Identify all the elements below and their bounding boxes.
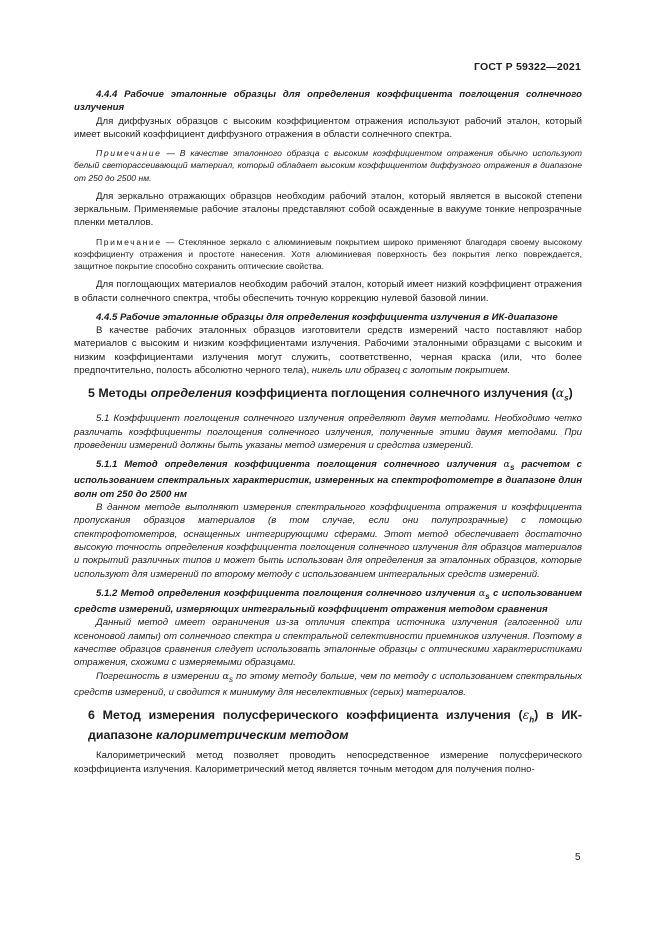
epsilon-symbol: ε xyxy=(522,707,530,722)
symbol-subscript: s xyxy=(485,591,490,601)
note-text: — Стеклянное зеркало с алюминиевым покрытием широко применяют благодаря своему высокому коэффициенту отражения и простоте нанесения. Хотя алюминиевая поверхность без покрытия легко повреждается, защитное покрытие способно сохранить оптические свойства. xyxy=(74,236,582,272)
paragraph-text: по этому методу больше, чем по методу с использованием спектральных средств измерений, и сводится к минимуму для неселективных (серых) материалов. xyxy=(74,670,583,698)
paragraph: Для поглощающих материалов необходим рабочий эталон, который имеет низкий коэффициент отражения в области солнечного спектра, чтобы обеспечить точную коррекцию нулевой базовой линии. xyxy=(74,279,582,304)
paragraph: 5.1 Коэффициент поглощения солнечного излучения определяют двумя методами. Необходимо четко различать коэффициенты поглощения солнечного излучения, полученные этими двумя методами. При проведении измерений должны быть указаны метод измерения и средства измерений. xyxy=(74,413,582,451)
note-label: Примечание xyxy=(96,148,162,159)
page-content xyxy=(74,88,582,776)
subsection-5-1-1-title xyxy=(74,458,582,501)
alpha-symbol: α xyxy=(222,670,230,682)
title-text: 5.1.1 Метод определения коэффициента поглощения солнечного излучения xyxy=(96,459,504,471)
paragraph-text-italic: никель или образец с золотым покрытием. xyxy=(311,365,511,377)
title-text-italic: калориметрическим методом xyxy=(156,727,349,742)
symbol-subscript: s xyxy=(229,674,234,684)
paragraph: Для диффузных образцов с высоким коэффициентом отражения используют рабочий эталон, который имеет высокий коэффициент диффузного отражения в области солнечного спектра. xyxy=(74,115,582,140)
symbol-subscript: s xyxy=(564,393,569,403)
alpha-symbol: α xyxy=(503,459,511,471)
note-text: — В качестве эталонного образца с высоким коэффициентом отражения обычно используют белый светорассеивающий материал, который обладает высоким коэффициентом диффузного отражения в диапазоне от 250 до 2500 нм. xyxy=(74,148,582,183)
title-text: 6 Метод измерения полусферического коэффициента излучения ( xyxy=(88,708,523,722)
symbol-subscript: h xyxy=(529,715,535,725)
paragraph xyxy=(74,324,582,377)
alpha-symbol: α xyxy=(555,385,565,401)
paragraph xyxy=(74,670,582,700)
title-text: коэффициента поглощения солнечного излучения ( xyxy=(231,386,556,401)
subsection-4-4-5-title: 4.4.5 Рабочие эталонные образцы для определения коэффициента излучения в ИК-диапазоне xyxy=(96,311,558,323)
title-text: с использованием средств измерений, измеряющих интегральный коэффициент отражения методом сравнения xyxy=(74,587,582,616)
paragraph: Калориметрический метод позволяет проводить непосредственное измерение полусферического коэффициента излучения. Калориметрический метод является точным методом для получения полно- xyxy=(74,750,582,775)
paragraph-text: В качестве рабочих эталонных образцов изготовители средств измерений часто поставляют набор материалов с высоким и низким коэффициентами излучения. Рабочими эталонными образцами с высоким и низким коэффициентами излучения могут служить, соответственно, черная краска (или, что более предпочтительно, полость абсолютно черного тела), xyxy=(74,325,582,377)
subsection-5-1-2-title xyxy=(74,587,582,617)
title-text: ) xyxy=(568,386,573,401)
title-text-italic: определения xyxy=(150,386,232,401)
section-6-title xyxy=(74,707,582,743)
note-label: Примечание xyxy=(96,236,162,247)
alpha-symbol: α xyxy=(478,587,486,599)
paragraph-text: Погрешность в измерении xyxy=(96,670,223,682)
symbol-subscript: s xyxy=(510,463,515,473)
page-number: 5 xyxy=(575,852,581,863)
note xyxy=(74,147,582,184)
title-text: 5.1.2 Метод определения коэффициента поглощения солнечного излучения xyxy=(96,587,479,599)
paragraph: Для зеркально отражающих образцов необходим рабочий эталон, который является в высокой степени зеркальным. Применяемые рабочие эталоны представляют собой осажденные в вакууме тонкие непрозрачные пленки металлов. xyxy=(74,190,582,229)
title-text: ) в ИК-диапазоне xyxy=(88,708,582,742)
section-5-title xyxy=(74,385,582,406)
subsection-4-4-4-title: 4.4.4 Рабочие эталонные образцы для определения коэффициента поглощения солнечного излучения xyxy=(74,89,582,114)
paragraph: Данный метод имеет ограничения из-за отличия спектра источника излучения (галогенной или ксеноновой лампы) от солнечного спектра и спектральной селективности приемников излучения. Поэтому в качестве образцов сравнения следует использовать эталонные образцы с оптическими характеристиками отражения, схожими с измеряемыми образцами. xyxy=(74,617,582,669)
paragraph: В данном методе выполняют измерения спектрального коэффициента отражения и коэффициента пропускания образцов материалов (в том случае, если они полупрозрачные) с помощью спектрофотометров, оснащенных интегрирующими сферами. Этот метод обеспечивает достаточно высокую точность определения коэффициента поглощения солнечного излучения для образцов материалов и покрытий различных типов и может быть использован для определения за эталонных образцов, которые используют для измерений по второму методу с использованием интегральных средств измерений. xyxy=(74,502,582,580)
title-text: расчетом с использованием спектральных характеристик, измеренных на спектрофотометре в диапазоне длин волн от 250 до 2500 нм xyxy=(74,459,582,500)
document-id: ГОСТ Р 59322—2021 xyxy=(473,61,581,73)
note xyxy=(74,236,582,273)
title-text: 5 Методы xyxy=(88,386,151,401)
